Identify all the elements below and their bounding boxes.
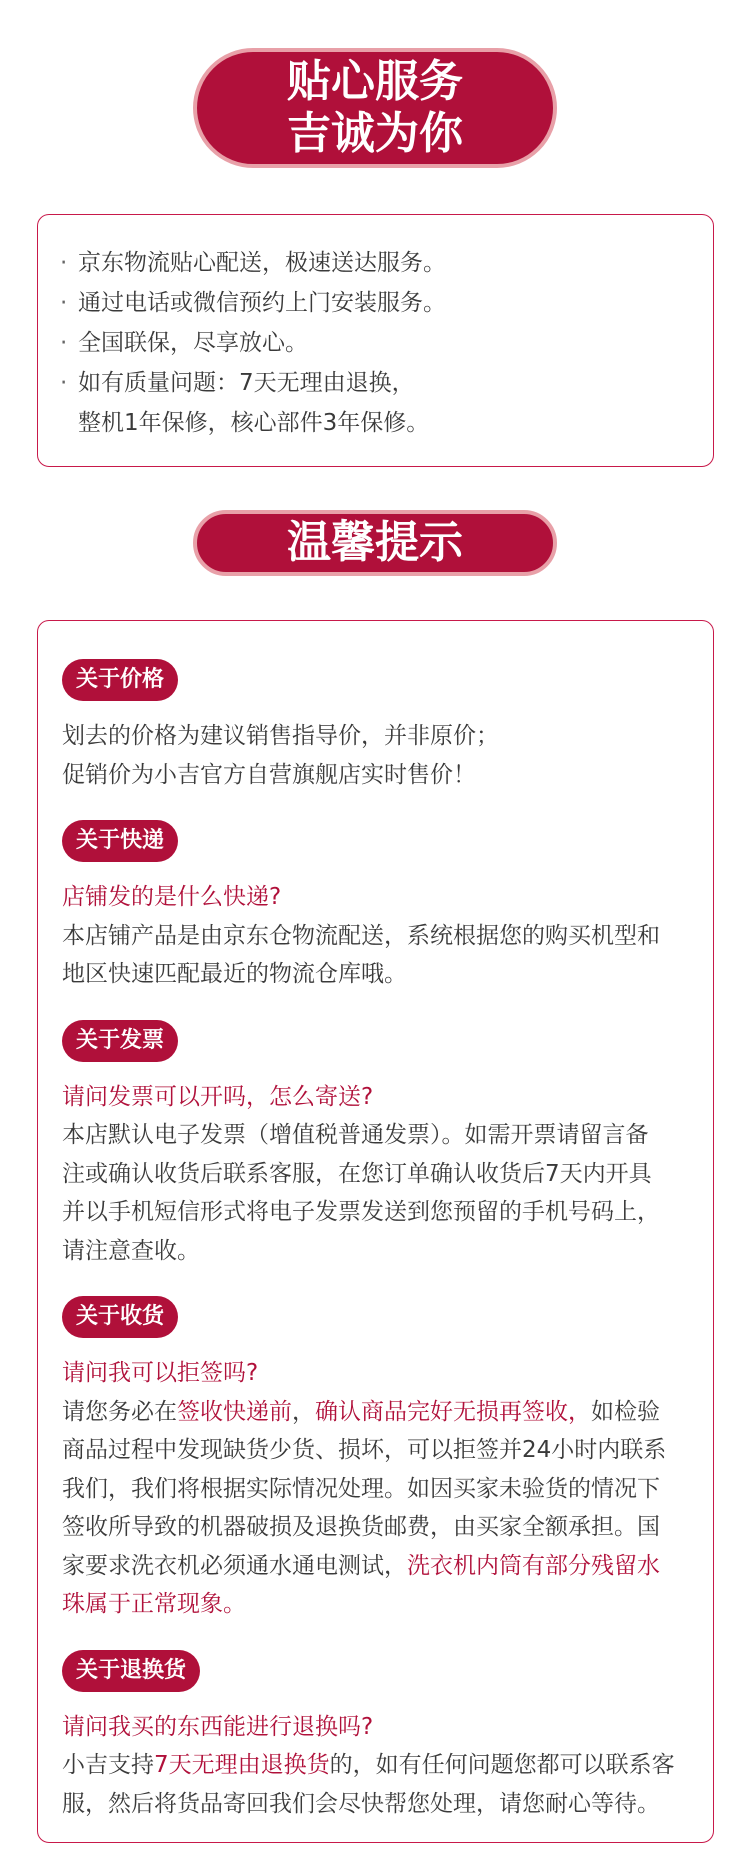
- highlight-text: 确认商品完好无损再签收，: [315, 1398, 591, 1425]
- receipt-question: 请问我可以拒签吗?: [62, 1360, 259, 1386]
- service-item: · 全国联保，尽享放心。: [60, 323, 713, 363]
- express-line: 本店铺产品是由京东仓物流配送，系统根据您的购买机型和: [62, 922, 660, 949]
- highlight-text: 洗衣机内筒有部分残留水: [407, 1552, 660, 1579]
- bullet-icon: ·: [60, 290, 68, 316]
- receipt-line: 请您务必在签收快递前，确认商品完好无损再签收，如检验: [62, 1398, 660, 1425]
- invoice-line: 并以手机短信形式将电子发票发送到您预留的手机号码上，: [62, 1199, 660, 1225]
- express-tag: 关于快递: [62, 820, 178, 862]
- return-tag: 关于退换货: [62, 1650, 200, 1692]
- service-box: [37, 214, 714, 467]
- receipt-line: 我们，我们将根据实际情况处理。如因买家未验货的情况下: [62, 1475, 660, 1502]
- invoice-line: 注或确认收货后联系客服，在您订单确认收货后7天内开具: [62, 1160, 652, 1187]
- express-section: [62, 820, 689, 994]
- receipt-line: 签收所导致的机器破损及退换货邮费，由买家全额承担。国: [62, 1514, 660, 1540]
- service-item: · 通过电话或微信预约上门安装服务。: [60, 283, 713, 323]
- receipt-line: 珠属于正常现象。: [62, 1591, 246, 1617]
- return-question: 请问我买的东西能进行退换吗?: [62, 1713, 374, 1740]
- invoice-line: 请注意查收。: [62, 1237, 200, 1264]
- price-tag: 关于价格: [62, 659, 178, 701]
- price-line: 促销价为小吉官方自营旗舰店实时售价！: [62, 761, 476, 788]
- service-item-continuation: 整机1年保修，核心部件3年保修。: [78, 410, 430, 436]
- highlight-text: 7天无理由退换货: [154, 1752, 330, 1778]
- invoice-tag: 关于发票: [62, 1020, 178, 1062]
- price-line: 划去的价格为建议销售指导价，并非原价；: [62, 723, 499, 749]
- highlight-text: 签收快递前: [177, 1398, 292, 1425]
- tips-banner: [193, 510, 557, 576]
- tips-box: [37, 620, 714, 1843]
- price-section: [62, 659, 689, 794]
- tips-banner-title: 温馨提示: [287, 517, 463, 568]
- service-banner-line2: 吉诚为你: [287, 108, 463, 159]
- bullet-icon: ·: [60, 250, 68, 276]
- return-line: 服，然后将货品寄回我们会尽快帮您处理，请您耐心等待。: [62, 1790, 660, 1817]
- receipt-line: 商品过程中发现缺货少货、损坏，可以拒签并24小时内联系: [62, 1437, 667, 1463]
- service-banner: [193, 48, 557, 168]
- invoice-line: 本店默认电子发票（增值税普通发票）。如需开票请留言备: [62, 1122, 649, 1148]
- service-item: · 如有质量问题：7天无理由退换，: [60, 363, 713, 403]
- express-question: 店铺发的是什么快递?: [62, 884, 282, 910]
- bullet-icon: ·: [60, 370, 68, 396]
- service-banner-line1: 贴心服务: [287, 56, 463, 107]
- receipt-line: 家要求洗衣机必须通水通电测试，洗衣机内筒有部分残留水: [62, 1552, 660, 1579]
- receipt-section: [62, 1296, 689, 1624]
- invoice-question: 请问发票可以开吗，怎么寄送?: [62, 1083, 374, 1110]
- return-section: [62, 1650, 689, 1824]
- return-line: 小吉支持7天无理由退换货的，如有任何问题您都可以联系客: [62, 1752, 675, 1778]
- bullet-icon: ·: [60, 330, 68, 356]
- invoice-section: [62, 1020, 689, 1271]
- receipt-tag: 关于收货: [62, 1296, 178, 1338]
- express-line: 地区快速匹配最近的物流仓库哦。: [62, 961, 407, 987]
- service-item: · 京东物流贴心配送，极速送达服务。: [60, 243, 713, 283]
